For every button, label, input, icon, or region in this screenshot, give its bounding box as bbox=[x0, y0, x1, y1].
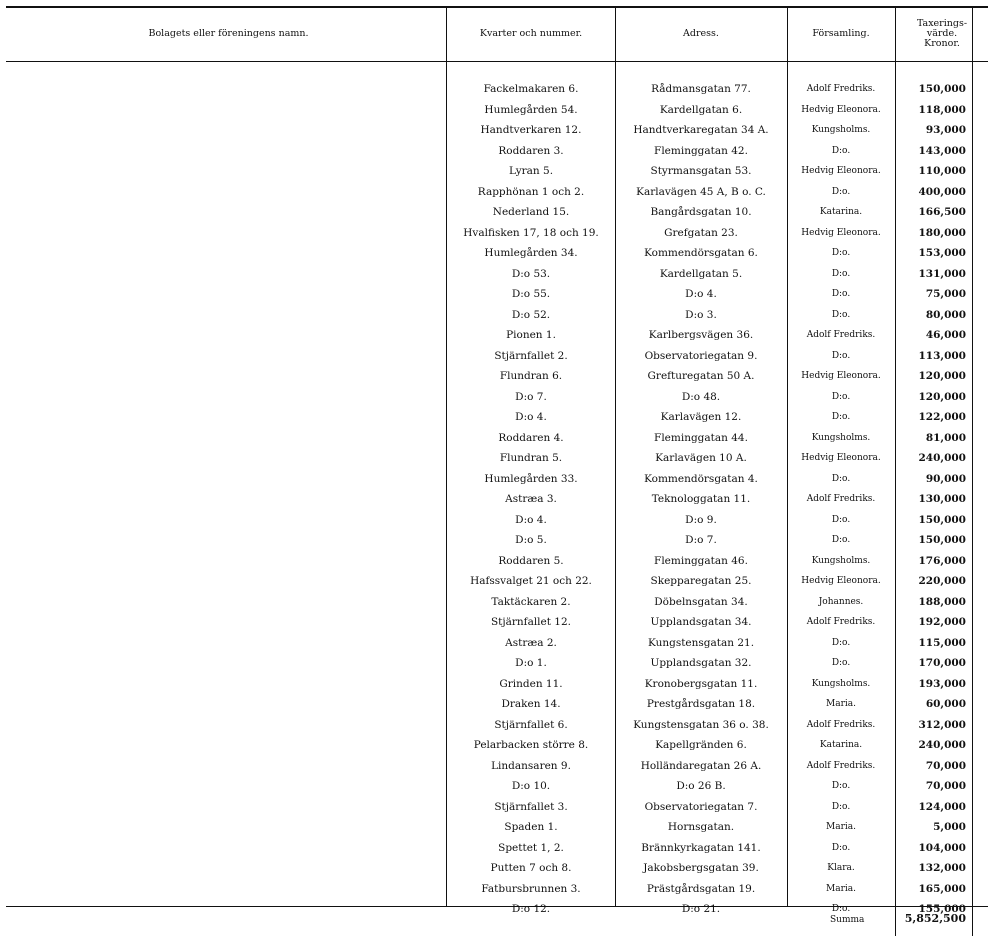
tax-value: 122,000 bbox=[918, 411, 966, 423]
tax-value: 46,000 bbox=[925, 329, 966, 341]
address: Teknologgatan 11. bbox=[651, 493, 751, 505]
address: Prästgårdsgatan 19. bbox=[646, 882, 756, 895]
kvarter: Roddaren 5. bbox=[498, 554, 564, 567]
parish: D:o. bbox=[831, 268, 851, 279]
parish: D:o. bbox=[831, 637, 851, 648]
tax-value: 75,000 bbox=[925, 288, 966, 300]
kvarter: Astræa 2. bbox=[505, 636, 557, 649]
address: D:o 4. bbox=[685, 288, 717, 300]
address: D:o 48. bbox=[681, 390, 721, 403]
tax-value: 110,000 bbox=[918, 165, 966, 177]
parish: Adolf Fredriks. bbox=[806, 760, 876, 771]
table-row bbox=[0, 306, 992, 326]
header-forsamling: Församling. bbox=[812, 28, 870, 39]
parish: Hedvig Eleonora. bbox=[801, 371, 881, 381]
kvarter: Stjärnfallet 12. bbox=[490, 616, 572, 628]
kvarter: D:o 7. bbox=[515, 390, 547, 403]
address: Brännkyrkagatan 141. bbox=[641, 841, 761, 854]
address: D:o 21. bbox=[681, 903, 721, 915]
address: Kardellgatan 5. bbox=[659, 267, 743, 280]
tax-value: 130,000 bbox=[918, 493, 966, 505]
address: Skepparegatan 25. bbox=[650, 575, 752, 587]
kvarter: D:o 4. bbox=[515, 411, 547, 423]
kvarter: D:o 53. bbox=[511, 267, 551, 280]
address: Rådmansgatan 77. bbox=[651, 83, 751, 95]
table-row bbox=[0, 695, 992, 715]
summa-label: Summa bbox=[830, 915, 865, 925]
table-row bbox=[0, 634, 992, 654]
table-row bbox=[0, 777, 992, 797]
address: Kapellgränden 6. bbox=[655, 739, 747, 751]
table-row bbox=[0, 203, 992, 223]
tax-value: 81,000 bbox=[925, 431, 966, 444]
address: D:o 9. bbox=[685, 513, 717, 526]
address: Jakobsbergsgatan 39. bbox=[643, 862, 759, 874]
kvarter: D:o 55. bbox=[511, 288, 551, 300]
tax-value: 118,000 bbox=[918, 103, 966, 116]
parish: D:o. bbox=[831, 350, 851, 361]
parish: D:o. bbox=[831, 842, 851, 853]
table-row bbox=[0, 839, 992, 859]
table-row bbox=[0, 572, 992, 592]
address: Fleminggatan 42. bbox=[654, 144, 748, 157]
kvarter: Humlegården 34. bbox=[484, 247, 578, 259]
kvarter: Stjärnfallet 3. bbox=[494, 800, 568, 813]
header-kvarter: Kvarter och nummer. bbox=[479, 28, 583, 39]
parish: Kungsholms. bbox=[811, 432, 871, 443]
table-row bbox=[0, 736, 992, 756]
kvarter: Flundran 5. bbox=[499, 452, 563, 464]
header-adress: Adress. bbox=[683, 28, 719, 39]
kvarter: Rapphönan 1 och 2. bbox=[477, 185, 585, 198]
table-row bbox=[0, 326, 992, 346]
tax-value: 113,000 bbox=[918, 349, 966, 362]
tax-value: 143,000 bbox=[918, 144, 966, 157]
parish: Hedvig Eleonora. bbox=[801, 227, 881, 238]
address: Holländaregatan 26 A. bbox=[640, 759, 762, 772]
kvarter: Hvalfisken 17, 18 och 19. bbox=[463, 226, 599, 239]
tax-value: 120,000 bbox=[918, 370, 966, 382]
tax-value: 131,000 bbox=[918, 267, 966, 280]
address: D:o 3. bbox=[685, 308, 717, 321]
table-row bbox=[0, 367, 992, 387]
table-row bbox=[0, 285, 992, 305]
parish: Adolf Fredriks. bbox=[806, 494, 876, 504]
parish: D:o. bbox=[831, 186, 851, 197]
kvarter: Flundran 6. bbox=[499, 370, 563, 382]
tax-value: 150,000 bbox=[918, 534, 966, 546]
kvarter: Putten 7 och 8. bbox=[490, 862, 572, 874]
tax-value: 400,000 bbox=[918, 185, 966, 198]
parish: Maria. bbox=[826, 822, 856, 832]
kvarter: Roddaren 4. bbox=[498, 431, 564, 444]
kvarter: D:o 5. bbox=[515, 534, 547, 546]
tax-value: 115,000 bbox=[918, 636, 966, 649]
parish: Maria. bbox=[826, 883, 856, 894]
address: Döbelnsgatan 34. bbox=[654, 595, 748, 608]
kvarter: Fackelmakaren 6. bbox=[483, 83, 579, 95]
address: Kungstensgatan 36 o. 38. bbox=[633, 718, 769, 731]
tax-value: 155,000 bbox=[918, 903, 966, 915]
kvarter: Spaden 1. bbox=[504, 821, 558, 833]
tax-value: 70,000 bbox=[925, 780, 966, 792]
parish: D:o. bbox=[831, 309, 851, 320]
parish: D:o. bbox=[831, 904, 851, 914]
kvarter: Stjärnfallet 6. bbox=[494, 718, 568, 731]
tax-value: 188,000 bbox=[918, 595, 966, 608]
parish: Kungsholms. bbox=[811, 678, 871, 689]
table-row bbox=[0, 490, 992, 510]
header-taxering-line3: Kronor. bbox=[924, 38, 960, 49]
table-row bbox=[0, 429, 992, 449]
table-row bbox=[0, 449, 992, 469]
parish: Kungsholms. bbox=[811, 125, 871, 135]
parish: Katarina. bbox=[819, 740, 863, 750]
kvarter: Grinden 11. bbox=[499, 677, 563, 690]
table-row bbox=[0, 183, 992, 203]
top-rule bbox=[6, 6, 988, 8]
table-row bbox=[0, 593, 992, 613]
kvarter: Hafssvalget 21 och 22. bbox=[470, 575, 592, 587]
table-row bbox=[0, 470, 992, 490]
parish: D:o. bbox=[831, 412, 851, 422]
summa-value: 5,852,500 bbox=[904, 912, 966, 925]
table-row bbox=[0, 162, 992, 182]
tax-value: 165,000 bbox=[918, 882, 966, 895]
tax-value: 176,000 bbox=[918, 554, 966, 567]
tax-value: 80,000 bbox=[925, 308, 966, 321]
parish: Adolf Fredriks. bbox=[806, 719, 876, 730]
parish: Hedvig Eleonora. bbox=[801, 166, 881, 176]
parish: D:o. bbox=[831, 248, 851, 258]
address: D:o 7. bbox=[685, 534, 717, 546]
table-row bbox=[0, 224, 992, 244]
address: Observatoriegatan 9. bbox=[644, 349, 758, 362]
address: Upplandsgatan 32. bbox=[650, 657, 752, 669]
table-row bbox=[0, 388, 992, 408]
parish: Maria. bbox=[826, 699, 856, 709]
parish: D:o. bbox=[831, 514, 851, 525]
table-row bbox=[0, 716, 992, 736]
kvarter: D:o 10. bbox=[511, 780, 551, 792]
tax-value: 150,000 bbox=[918, 83, 966, 95]
parish: D:o. bbox=[831, 289, 851, 299]
table-row bbox=[0, 859, 992, 879]
tax-value: 120,000 bbox=[918, 390, 966, 403]
tax-value: 93,000 bbox=[925, 124, 966, 136]
kvarter: Pelarbacken större 8. bbox=[473, 739, 589, 751]
parish: Johannes. bbox=[818, 596, 864, 607]
table-row bbox=[0, 613, 992, 633]
kvarter: Stjärnfallet 2. bbox=[494, 349, 568, 362]
parish: D:o. bbox=[831, 535, 851, 545]
tax-value: 192,000 bbox=[918, 616, 966, 628]
table-row bbox=[0, 818, 992, 838]
kvarter: Pionen 1. bbox=[506, 329, 556, 341]
parish: D:o. bbox=[831, 145, 851, 156]
address: Prestgårdsgatan 18. bbox=[646, 698, 756, 710]
tax-value: 220,000 bbox=[918, 575, 966, 587]
table-row bbox=[0, 265, 992, 285]
kvarter: D:o 4. bbox=[515, 513, 547, 526]
tax-value: 70,000 bbox=[925, 759, 966, 772]
tax-value: 132,000 bbox=[918, 862, 966, 874]
tax-value: 166,500 bbox=[918, 206, 966, 218]
address: Observatoriegatan 7. bbox=[644, 800, 758, 813]
parish: D:o. bbox=[831, 781, 851, 791]
kvarter: Humlegården 33. bbox=[484, 472, 578, 485]
parish: Adolf Fredriks. bbox=[806, 84, 876, 94]
address: Kronobergsgatan 11. bbox=[644, 677, 758, 690]
table-row bbox=[0, 675, 992, 695]
kvarter: Lyran 5. bbox=[508, 165, 554, 177]
kvarter: Lindansaren 9. bbox=[491, 759, 571, 772]
tax-value: 312,000 bbox=[918, 718, 966, 731]
address: Fleminggatan 46. bbox=[654, 554, 748, 567]
parish: D:o. bbox=[831, 391, 851, 402]
address: Karlavägen 12. bbox=[660, 411, 742, 423]
address: Handtverkaregatan 34 A. bbox=[633, 124, 769, 136]
address: Hornsgatan. bbox=[667, 821, 735, 833]
address: Grefturegatan 50 A. bbox=[647, 370, 755, 382]
kvarter: D:o 1. bbox=[515, 657, 547, 669]
header-taxering-line1: Taxerings- bbox=[916, 18, 968, 29]
tax-value: 60,000 bbox=[925, 698, 966, 710]
parish: Adolf Fredriks. bbox=[806, 330, 876, 340]
tax-value: 153,000 bbox=[918, 247, 966, 259]
table-row bbox=[0, 244, 992, 264]
table-row bbox=[0, 654, 992, 674]
tax-value: 240,000 bbox=[918, 739, 966, 751]
header-taxering-line2: värde. bbox=[926, 28, 958, 39]
parish: D:o. bbox=[831, 658, 851, 668]
address: Bangårdsgatan 10. bbox=[650, 206, 752, 218]
kvarter: Fatbursbrunnen 3. bbox=[481, 882, 581, 895]
table-row bbox=[0, 142, 992, 162]
parish: Kungsholms. bbox=[811, 555, 871, 566]
address: Kommendörsgatan 4. bbox=[644, 472, 758, 485]
kvarter: Draken 14. bbox=[501, 698, 561, 710]
tax-value: 170,000 bbox=[918, 657, 966, 669]
address: Fleminggatan 44. bbox=[654, 431, 748, 444]
tax-value: 5,000 bbox=[933, 821, 966, 833]
table-row bbox=[0, 121, 992, 141]
address: Karlavägen 45 A, B o. C. bbox=[636, 185, 766, 198]
table-row bbox=[0, 101, 992, 121]
kvarter: D:o 52. bbox=[511, 308, 551, 321]
kvarter: Handtverkaren 12. bbox=[480, 124, 582, 136]
table-row bbox=[0, 347, 992, 367]
tax-value: 90,000 bbox=[925, 472, 966, 485]
kvarter: Taktäckaren 2. bbox=[491, 595, 571, 608]
kvarter: Nederland 15. bbox=[492, 206, 570, 218]
address: Kungstensgatan 21. bbox=[647, 636, 755, 649]
tax-value: 150,000 bbox=[918, 513, 966, 526]
parish: Hedvig Eleonora. bbox=[801, 104, 881, 115]
table-row bbox=[0, 880, 992, 900]
parish: Katarina. bbox=[819, 207, 863, 217]
parish: Hedvig Eleonora. bbox=[801, 453, 881, 463]
kvarter: Humlegården 54. bbox=[484, 103, 578, 116]
address: Upplandsgatan 34. bbox=[650, 616, 752, 628]
tax-value: 193,000 bbox=[918, 677, 966, 690]
kvarter: Roddaren 3. bbox=[498, 144, 564, 157]
address: D:o 26 B. bbox=[676, 780, 726, 792]
address: Grefgatan 23. bbox=[664, 226, 738, 239]
header-rule bbox=[6, 61, 988, 62]
address: Kardellgatan 6. bbox=[659, 103, 743, 116]
address: Karlavägen 10 A. bbox=[655, 452, 747, 464]
table-row bbox=[0, 531, 992, 551]
kvarter: Astræa 3. bbox=[505, 493, 557, 505]
tax-value: 104,000 bbox=[918, 841, 966, 854]
kvarter: Spettet 1, 2. bbox=[498, 841, 564, 854]
parish: Klara. bbox=[827, 863, 855, 873]
parish: D:o. bbox=[831, 801, 851, 812]
table-row bbox=[0, 511, 992, 531]
table-row bbox=[0, 757, 992, 777]
tax-value: 124,000 bbox=[918, 800, 966, 813]
tax-value: 180,000 bbox=[918, 226, 966, 239]
header-name: Bolagets eller föreningens namn. bbox=[148, 28, 309, 39]
header-taxering bbox=[896, 8, 988, 60]
address: Styrmansgatan 53. bbox=[650, 165, 752, 177]
table-row bbox=[0, 798, 992, 818]
address: Karlbergsvägen 36. bbox=[648, 329, 754, 341]
parish: D:o. bbox=[831, 473, 851, 484]
parish: Adolf Fredriks. bbox=[806, 617, 876, 627]
table-row bbox=[0, 80, 992, 100]
kvarter: D:o 12. bbox=[511, 903, 551, 915]
tax-value: 240,000 bbox=[918, 452, 966, 464]
parish: Hedvig Eleonora. bbox=[801, 576, 881, 586]
table-row bbox=[0, 408, 992, 428]
address: Kommendörsgatan 6. bbox=[644, 247, 758, 259]
table-row bbox=[0, 552, 992, 572]
